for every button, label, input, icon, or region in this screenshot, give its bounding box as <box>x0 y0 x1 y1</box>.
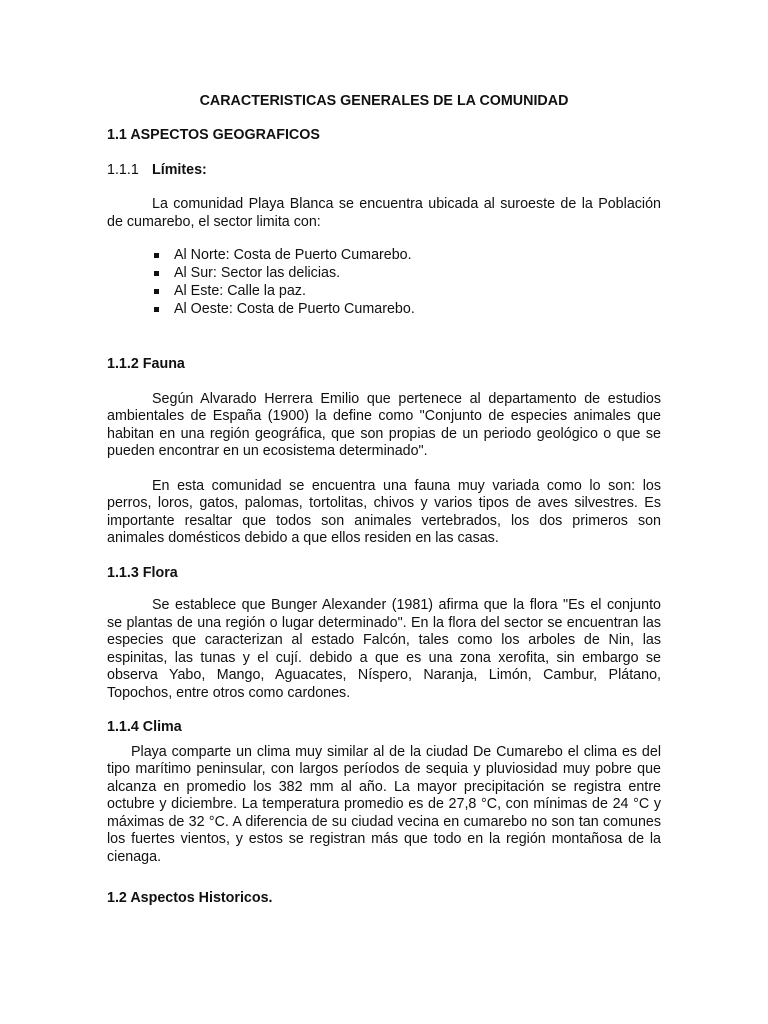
subsection-heading-clima: 1.1.4 Clima <box>107 719 182 735</box>
bullet-icon <box>154 271 159 276</box>
section-heading-aspectos-geograficos: 1.1 ASPECTOS GEOGRAFICOS <box>107 127 320 143</box>
flora-paragraph: Se establece que Bunger Alexander (1981) afirma que la flora "Es el conjunto se plantas de una región o lugar determinado". En la flora del sector se encuentran las especies que caracterizan al estado Falcón, tales como los arboles de Nin, las espinitas, las tunas y el cují. debido a que es una zona xerofita, sin embargo se observa Yabo, Mango, Aguacates, Níspero, Naranja, Limón, Cambur, Plátano, Topochos, entre otros como cardones. <box>107 597 661 701</box>
section-heading-aspectos-historicos: 1.2 Aspectos Historicos. <box>107 890 273 906</box>
limites-paragraph: La comunidad Playa Blanca se encuentra ubicada al suroeste de la Población de cumarebo, el sector limita con: <box>107 196 661 230</box>
list-item <box>107 247 661 265</box>
list-item <box>107 283 661 301</box>
clima-paragraph: Playa comparte un clima muy similar al de la ciudad De Cumarebo el clima es del tipo marítimo peninsular, con largos períodos de sequia y pluviosidad muy pobre que alcanza en promedio los 382 mm al año. La mayor precipitación se registra entre octubre y diciembre. La temperatura promedio es de 27,8 °C, con mínimas de 24 °C y máximas de 32 °C. A diferencia de su ciudad vecina en cumarebo no son tan comunes los fuertes vientos, y estos se registran más que todo en la región montañosa de la cienaga. <box>107 743 661 865</box>
list-item-text: Al Norte: Costa de Puerto Cumarebo. <box>174 247 412 263</box>
subsection-heading-fauna: 1.1.2 Fauna <box>107 356 185 372</box>
limites-list <box>107 247 661 319</box>
document-title: CARACTERISTICAS GENERALES DE LA COMUNIDAD <box>199 93 569 109</box>
list-item-text: Al Sur: Sector las delicias. <box>174 265 341 281</box>
document-body <box>107 93 661 908</box>
bullet-icon <box>154 253 159 258</box>
fauna-paragraph-1: Según Alvarado Herrera Emilio que pertenece al departamento de estudios ambientales de España (1900) la define como "Conjunto de especies animales que habitan en una región geográfica, que son propias de un periodo geológico o que se pueden encontrar en un ecosistema determinado". <box>107 390 661 459</box>
subsection-heading-flora: 1.1.3 Flora <box>107 564 178 581</box>
list-item-text: Al Oeste: Costa de Puerto Cumarebo. <box>174 301 415 317</box>
list-item <box>107 301 661 319</box>
bullet-icon <box>154 307 159 312</box>
subsection-heading-limites <box>107 162 661 180</box>
fauna-paragraph-2: En esta comunidad se encuentra una fauna muy variada como lo son: los perros, loros, gatos, palomas, tortolitas, chivos y varios tipos de aves silvestres. Es importante resaltar que todos son animales vertebrados, los dos primeros son animales domésticos debido a que ellos residen en las casas. <box>107 477 661 546</box>
subsection-number: 1.1.1 <box>107 161 139 178</box>
list-item-text: Al Este: Calle la paz. <box>174 283 306 299</box>
bullet-icon <box>154 289 159 294</box>
list-item <box>107 265 661 283</box>
subsection-label: Límites: <box>152 161 207 178</box>
